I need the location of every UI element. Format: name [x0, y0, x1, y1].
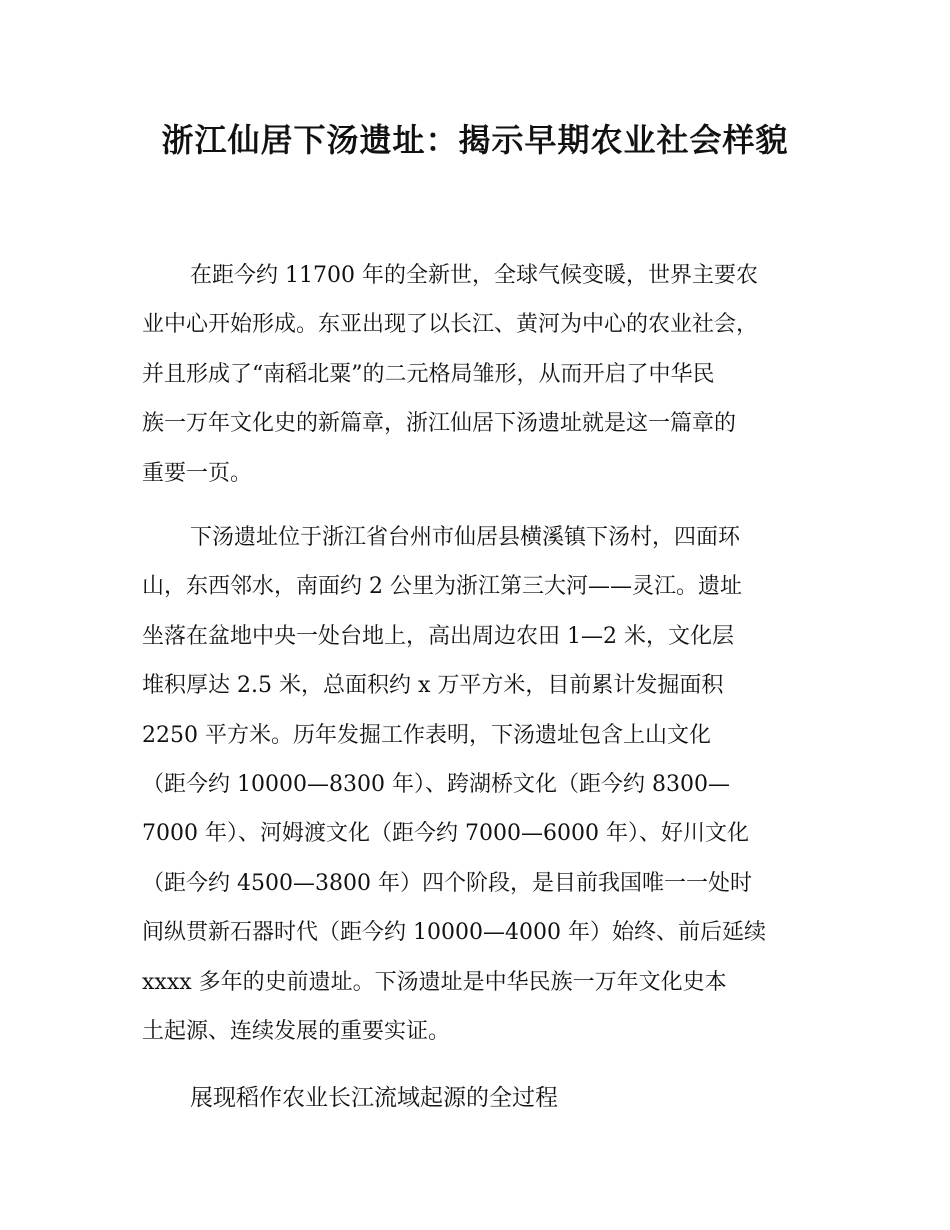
paragraph-line: 土起源、连续发展的重要实证。: [142, 1018, 451, 1044]
paragraph-line: 坐落在盆地中央一处台地上，高出周边农田 1—2 米，文化层: [142, 623, 734, 649]
paragraph-line: 堆积厚达 2.5 米，总面积约 x 万平方米，目前累计发掘面积: [142, 673, 724, 699]
paragraph-line: 下汤遗址位于浙江省台州市仙居县横溪镇下汤村，四面环: [190, 525, 741, 550]
paragraph-line: 间纵贯新石器时代（距今约 10000—4000 年）始终、前后延续: [142, 920, 766, 946]
document-title: 浙江仙居下汤遗址：揭示早期农业社会样貌: [161, 121, 789, 159]
paragraph-intro: [142, 251, 832, 498]
paragraph-line: 在距今约 11700 年的全新世，全球气候变暖，世界主要农: [190, 263, 758, 288]
paragraph-line: xxxx 多年的史前遗址。下汤遗址是中华民族一万年文化史本: [142, 969, 727, 995]
paragraph-line: 山，东西邻水，南面约 2 公里为浙江第三大河——灵江。遗址: [142, 574, 742, 600]
paragraph-line: 并且形成了“南稻北粟”的二元格局雏形，从而开启了中华民: [142, 361, 715, 387]
paragraph-site-description: [142, 513, 832, 1056]
paragraph-line: 重要一页。: [142, 460, 253, 486]
paragraph-line: （距今约 10000—8300 年）、跨湖桥文化（距今约 8300—: [142, 771, 730, 797]
paragraph-line: 2250 平方米。历年发掘工作表明，下汤遗址包含上山文化: [142, 722, 711, 748]
section-subheading: 展现稻作农业长江流域起源的全过程: [190, 1085, 558, 1111]
paragraph-line: 业中心开始形成。东亚出现了以长江、黄河为中心的农业社会，: [142, 312, 759, 338]
paragraph-line: （距今约 4500—3800 年）四个阶段，是目前我国唯一一处时: [142, 870, 752, 896]
paragraph-line: 7000 年）、河姆渡文化（距今约 7000—6000 年）、好川文化: [142, 821, 749, 847]
paragraph-line: 族一万年文化史的新篇章，浙江仙居下汤遗址就是这一篇章的: [142, 411, 737, 437]
